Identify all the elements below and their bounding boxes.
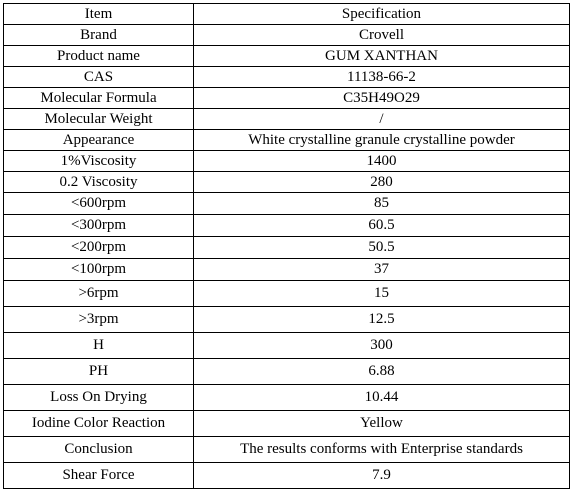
row-spec: Yellow [194,411,570,437]
row-spec: White crystalline granule crystalline powder [194,130,570,151]
row-spec: 11138-66-2 [194,67,570,88]
table-row [4,333,570,359]
row-item: Shear Force [4,463,194,489]
row-spec: 12.5 [194,307,570,333]
row-spec: 15 [194,281,570,307]
row-spec: 10.44 [194,385,570,411]
row-item: PH [4,359,194,385]
row-spec: 300 [194,333,570,359]
row-item: Conclusion [4,437,194,463]
row-spec: Crovell [194,25,570,46]
table-row [4,215,570,237]
table-row [4,411,570,437]
row-spec: 37 [194,259,570,281]
row-spec: / [194,109,570,130]
row-item: <100rpm [4,259,194,281]
row-item: <300rpm [4,215,194,237]
table-row [4,46,570,67]
row-item: Iodine Color Reaction [4,411,194,437]
table-row [4,151,570,172]
table-header-row [4,4,570,25]
table-row [4,109,570,130]
row-item: <200rpm [4,237,194,259]
table-row [4,172,570,193]
row-spec: 50.5 [194,237,570,259]
row-item: <600rpm [4,193,194,215]
row-item: 1%Viscosity [4,151,194,172]
row-spec: 60.5 [194,215,570,237]
row-item: Loss On Drying [4,385,194,411]
header-item: Item [4,4,194,25]
row-item: Molecular Formula [4,88,194,109]
row-item: Appearance [4,130,194,151]
row-item: >3rpm [4,307,194,333]
table-row [4,281,570,307]
table-row [4,237,570,259]
row-item: Product name [4,46,194,67]
row-spec: 280 [194,172,570,193]
row-item: Brand [4,25,194,46]
row-spec: C35H49O29 [194,88,570,109]
table-row [4,130,570,151]
row-item: 0.2 Viscosity [4,172,194,193]
table-row [4,259,570,281]
specification-table [3,3,570,489]
row-spec: GUM XANTHAN [194,46,570,67]
table-row [4,385,570,411]
row-item: Molecular Weight [4,109,194,130]
row-item: H [4,333,194,359]
row-item: CAS [4,67,194,88]
row-spec: 85 [194,193,570,215]
row-spec: The results conforms with Enterprise standards [194,437,570,463]
table-row [4,359,570,385]
row-spec: 7.9 [194,463,570,489]
table-row [4,307,570,333]
row-item: >6rpm [4,281,194,307]
table-row [4,25,570,46]
row-spec: 1400 [194,151,570,172]
row-spec: 6.88 [194,359,570,385]
table-row [4,88,570,109]
header-specification: Specification [194,4,570,25]
table-row [4,193,570,215]
table-row [4,67,570,88]
table-row [4,437,570,463]
table-row [4,463,570,489]
